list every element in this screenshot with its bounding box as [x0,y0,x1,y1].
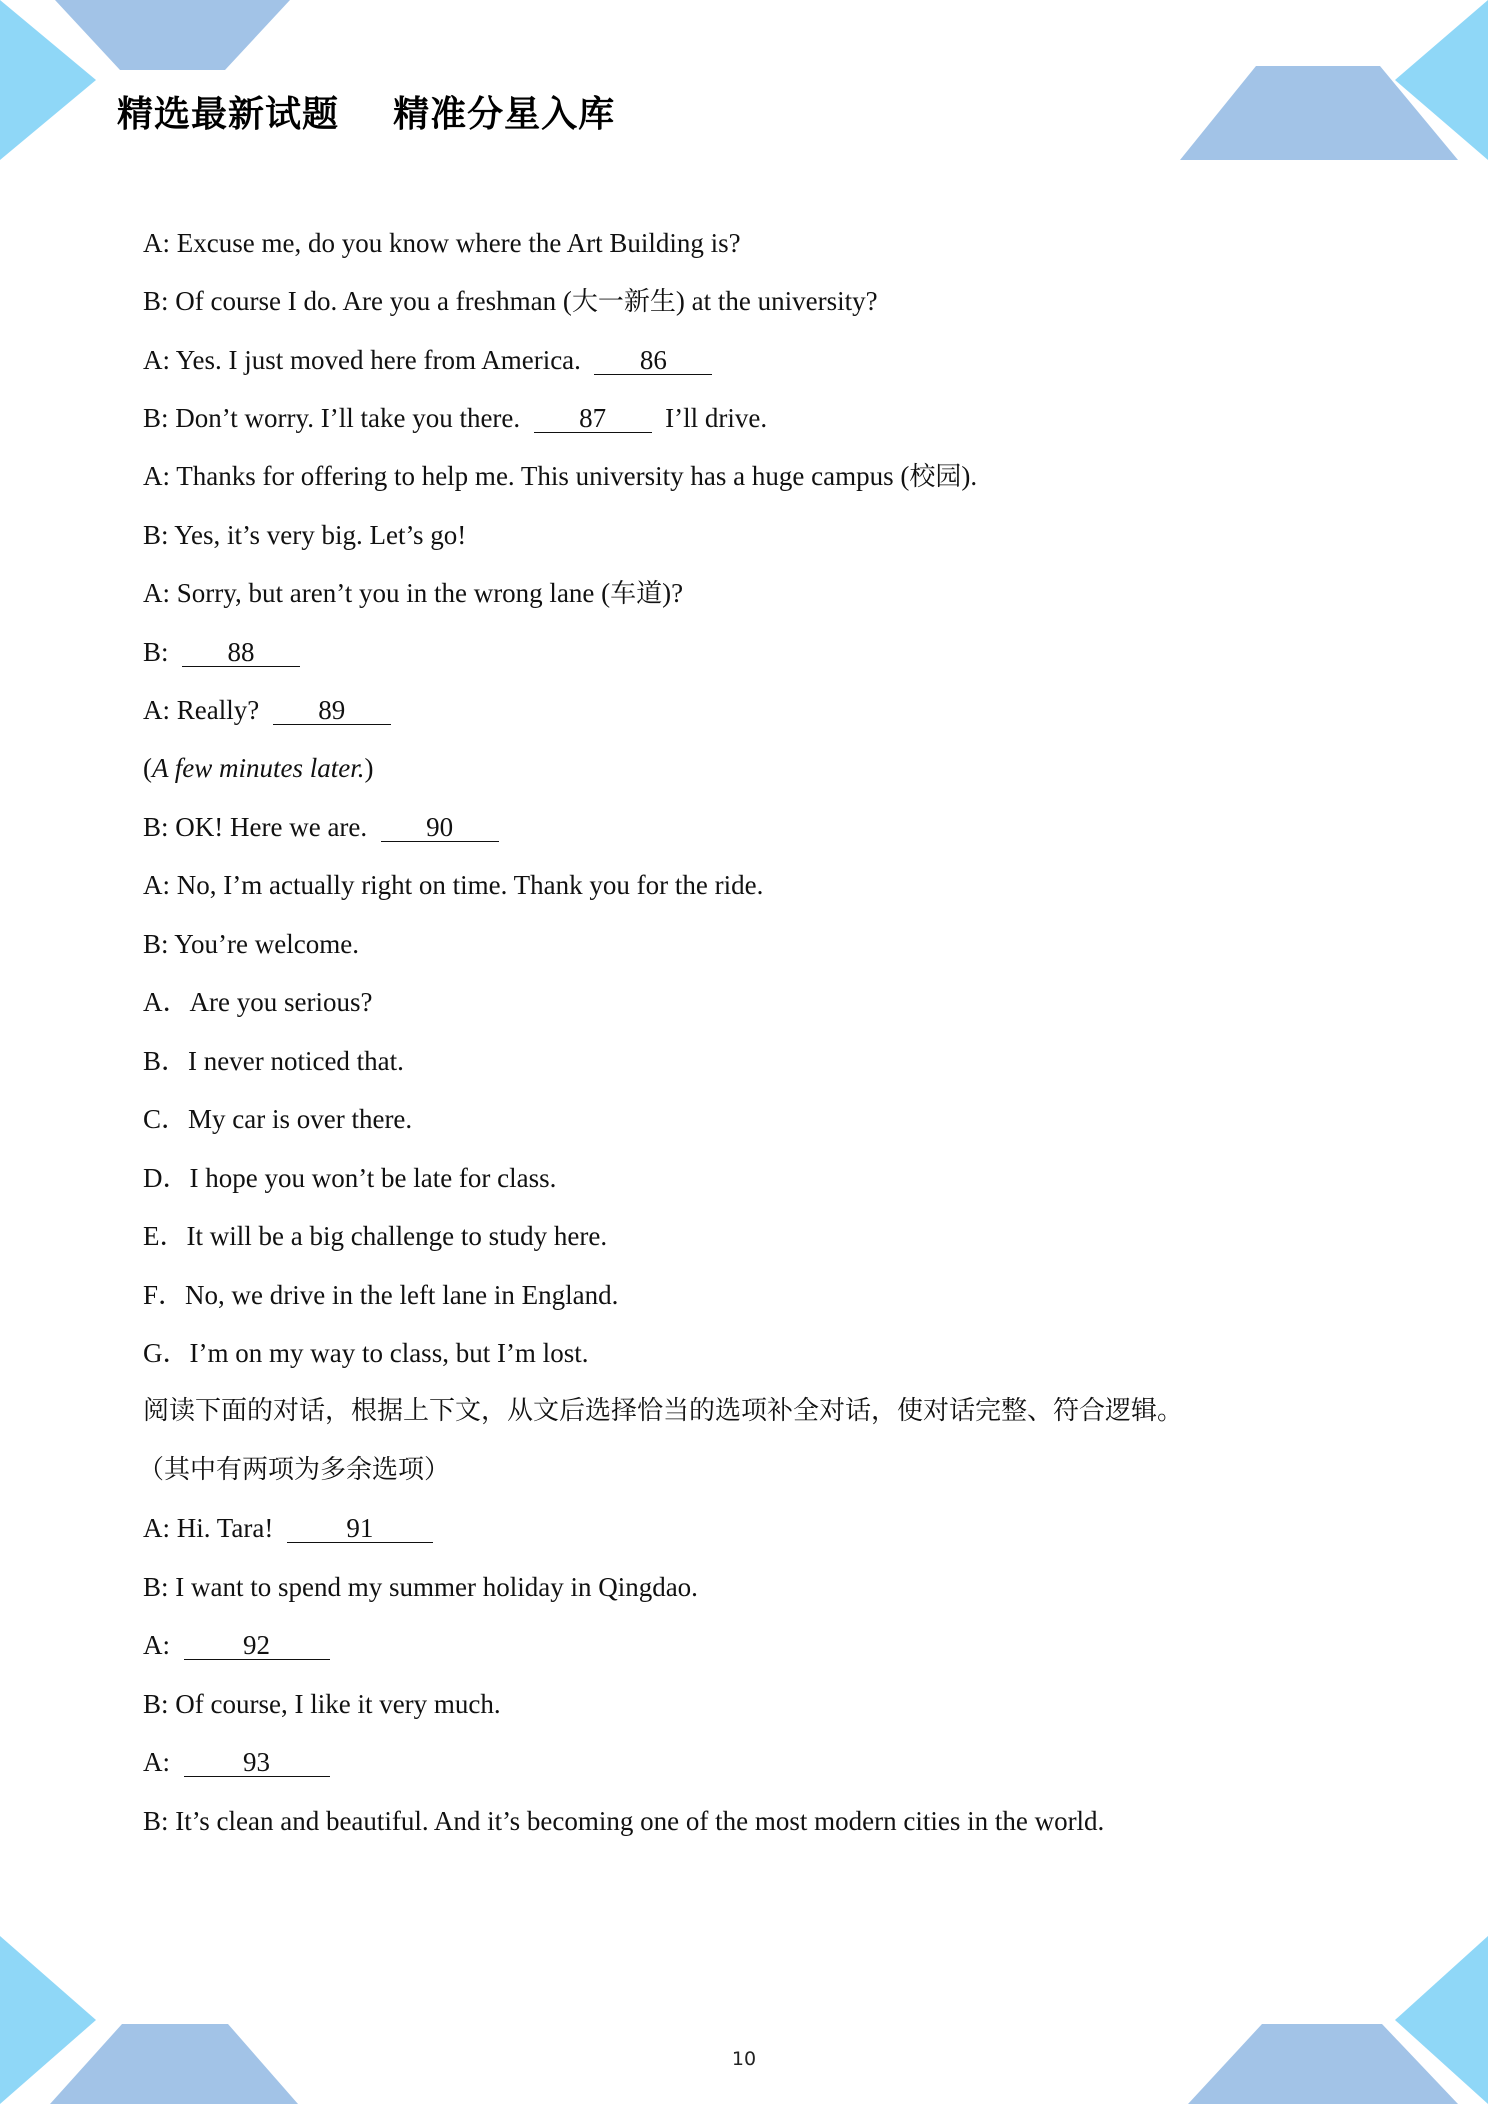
dialogue-line [143,1570,698,1604]
line-text: A: Sorry, but aren’t you in the wrong lane ( [143,578,611,608]
dialogue-line [143,693,391,727]
dialogue-line [143,635,300,669]
dialogue-line [143,401,767,435]
line-text: A: [143,1630,170,1660]
line-text: B: [143,637,169,667]
stage-direction-text: A few minutes later. [152,753,365,783]
top-left-trapezoid [55,0,290,70]
dialogue-line [143,343,712,377]
line-text: B: I want to spend my summer holiday in Qingdao. [143,1572,698,1602]
line-text: A: Yes. I just moved here from America. [143,345,581,375]
line-text: ). [961,461,978,491]
answer-blank-86[interactable]: 86 [594,346,712,375]
instructions-line-2: （其中有两项为多余选项） [138,1455,451,1485]
line-text: A: No, I’m actually right on time. Thank you for the ride. [143,870,764,900]
paren-close: ) [364,753,374,783]
line-text: A: Really? [143,695,260,725]
paren-open: ( [143,753,152,783]
line-text: B: It’s clean and beautiful. And it’s becoming one of the most modern cities in the world. [143,1806,1105,1836]
line-text: B: Of course I do. Are you a freshman ( [143,286,572,316]
chinese-gloss: 车道 [610,579,663,609]
answer-blank-91[interactable]: 91 [287,1514,433,1543]
dialogue-line [143,810,499,844]
line-text: B: Don’t worry. I’ll take you there. [143,403,521,433]
option-g: G．I’m on my way to class, but I’m lost. [143,1338,589,1368]
line-text: A: Hi. Tara! [143,1513,274,1543]
line-text: B: You’re welcome. [143,929,359,959]
dialogue-line [143,1745,330,1779]
option-c: C．My car is over there. [143,1104,413,1134]
option-a: A．Are you serious? [143,987,373,1017]
answer-blank-90[interactable]: 90 [381,813,499,842]
chinese-gloss: 校园 [909,462,962,492]
dialogue-line [143,1628,330,1662]
page-header-title: 精选最新试题 精准分星入库 [117,94,616,135]
line-text: I’ll drive. [665,403,768,433]
dialogue-line [143,226,741,260]
dialogue-line [143,868,763,902]
stage-direction [143,751,374,785]
line-text: )? [662,578,684,608]
option-f: F．No, we drive in the left lane in England. [143,1280,619,1310]
chinese-gloss: 大一新生 [571,287,676,317]
instructions-line-1: 阅读下面的对话，根据上下文，从文后选择恰当的选项补全对话，使对话完整、符合逻辑。 [143,1396,1184,1426]
option-d: D．I hope you won’t be late for class. [143,1163,557,1193]
dialogue-line [143,459,977,494]
option-b: B．I never noticed that. [143,1046,404,1076]
dialogue-line [143,1804,1104,1838]
answer-blank-92[interactable]: 92 [184,1631,330,1660]
line-text: A: Excuse me, do you know where the Art Building is? [143,228,741,258]
dialogue-line [143,284,878,319]
answer-blank-89[interactable]: 89 [273,696,391,725]
dialogue-line [143,1687,501,1721]
answer-blank-93[interactable]: 93 [184,1748,330,1777]
line-text: B: OK! Here we are. [143,812,368,842]
option-e: E．It will be a big challenge to study here. [143,1221,608,1251]
line-text: A: Thanks for offering to help me. This university has a huge campus ( [143,461,910,491]
answer-blank-88[interactable]: 88 [182,638,300,667]
line-text: B: Of course, I like it very much. [143,1689,501,1719]
line-text: A: [143,1747,170,1777]
dialogue-line [143,518,466,552]
line-text: ) at the university? [675,286,878,316]
answer-blank-87[interactable]: 87 [534,404,652,433]
dialogue-line [143,1511,433,1545]
page-number: 10 [731,2048,757,2070]
line-text: B: Yes, it’s very big. Let’s go! [143,520,467,550]
dialogue-line [143,927,359,961]
dialogue-line [143,576,683,611]
